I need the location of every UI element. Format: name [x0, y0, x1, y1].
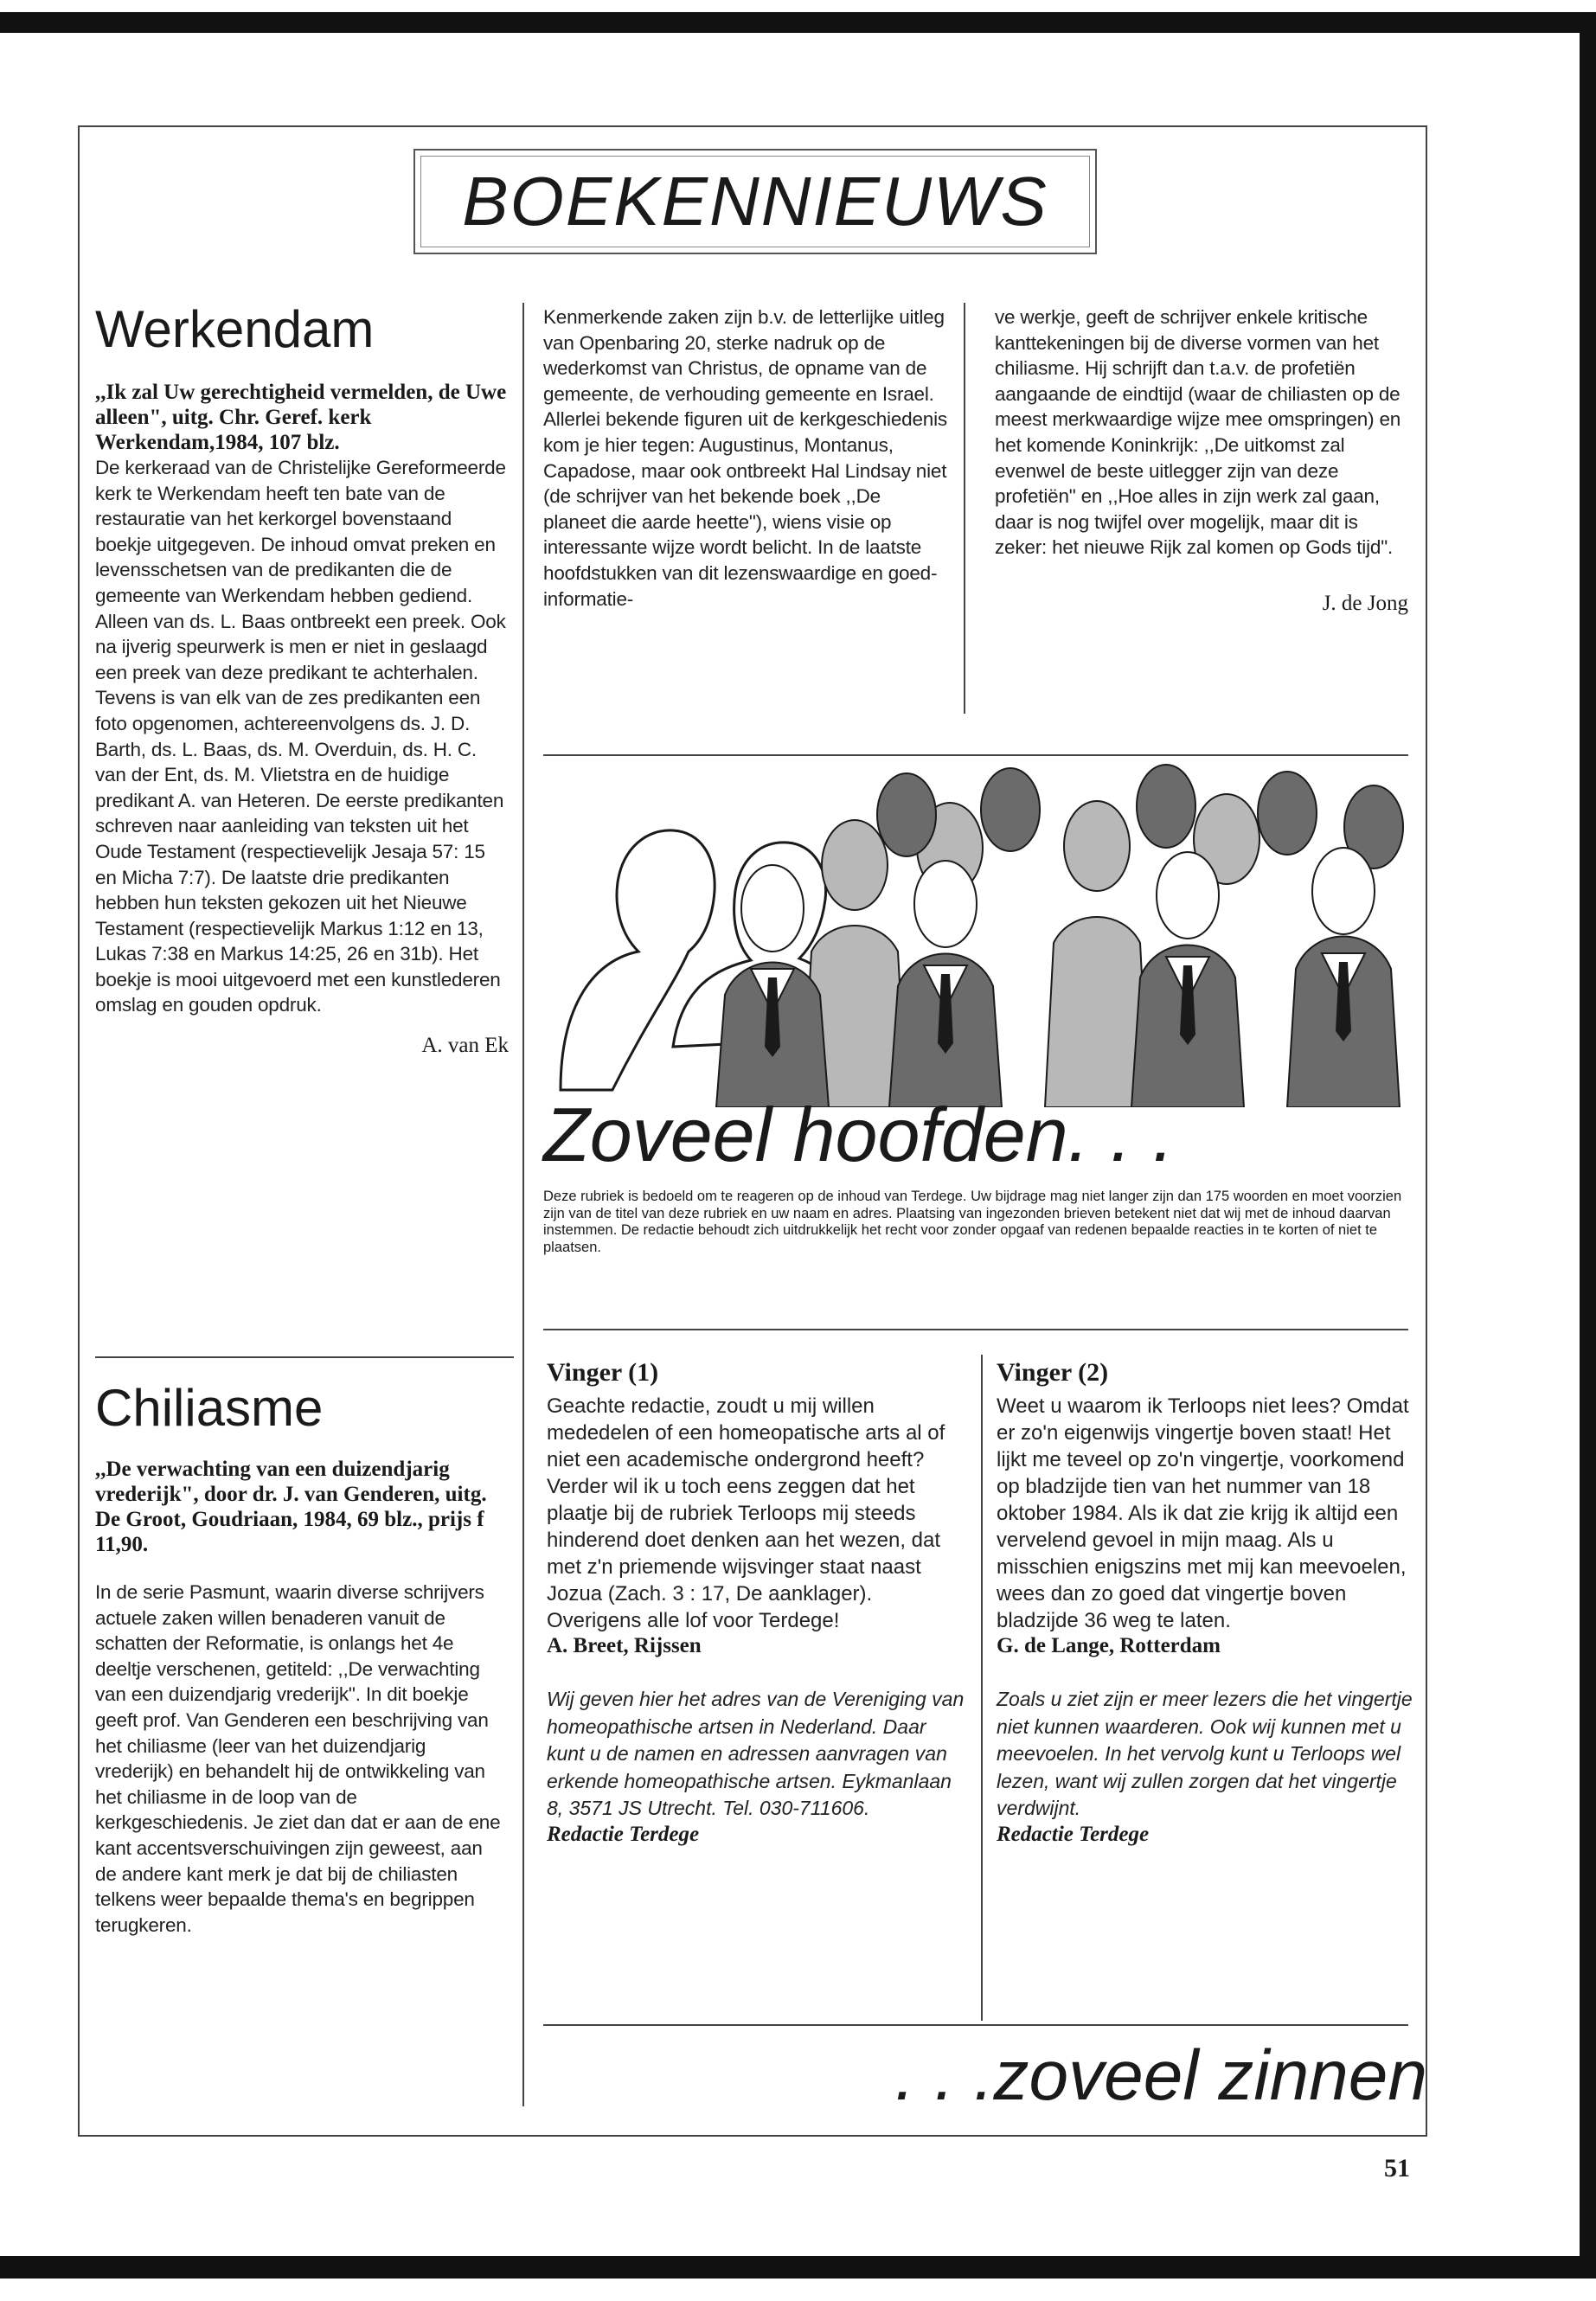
figure-outline-1	[561, 830, 715, 1090]
rubriek-notice: Deze rubriek is bedoeld om te reageren op de inhoud van Terdege. Uw bijdrage mag niet langer zijn dan 175 woorden en moet voorzien zijn van de titel van deze rubriek en uw naam en adres. Plaatsing van ingezonden brieven betekent niet dat wij met de inhoud daarvan instemmen. De redactie behoudt zich uitdrukkelijk het recht voor zonder opgaaf van redenen bepaalde reacties in te korten of niet te plaatsen.	[543, 1189, 1402, 1255]
chiliasme-col3	[995, 304, 1408, 616]
werkendam-book-ref: ,,Ik zal Uw gerechtigheid vermelden, de Uwe alleen", uitg. Chr. Geref. kerk Werkendam,1984, 107 blz.	[95, 381, 507, 454]
chiliasme-body-col2: Kenmerkende zaken zijn b.v. de letterlijke uitleg van Openbaring 20, sterke nadruk op de wederkomst van Christus, de opname van de gemeente, de verhouding gemeente en Israel. Allerlei bekende figuren uit de kerkgeschiedenis kom je hier tegen: Augustinus, Montanus, Capadose, maar ook ontbreekt Hal Lindsay niet (de schrijver van het bekende boek ,,De planeet die aarde heette"), wiens visie op interessante wijze wordt belicht. In de laatste hoofdstukken van dit lezenswaardige en goed-informatie-	[543, 306, 947, 610]
chiliasme-book-ref: ,,De verwachting van een duizendjarig vrederijk", door dr. J. van Genderen, uitg. De Groot, Goudriaan, 1984, 69 blz., prijs f 11,90.	[95, 1458, 487, 1556]
chiliasme-signature: J. de Jong	[1322, 591, 1408, 615]
head-dark-1	[877, 773, 936, 856]
divider-top-right	[543, 754, 1408, 756]
vinger1-signature: A. Breet, Rijssen	[547, 1634, 702, 1657]
vinger1-reply-signature: Redactie Terdege	[547, 1822, 700, 1846]
column-rule-3	[981, 1355, 983, 2021]
head-dark-2	[981, 768, 1040, 851]
vinger2-signature: G. de Lange, Rotterdam	[997, 1634, 1221, 1657]
vinger2-letter	[997, 1358, 1417, 1847]
right-scan-bar	[1580, 33, 1596, 2256]
head-dark-4	[1258, 772, 1317, 855]
vinger2-reply-signature: Redactie Terdege	[997, 1822, 1150, 1846]
vinger1-heading: Vinger (1)	[547, 1358, 659, 1387]
bottom-scan-bar	[0, 2256, 1596, 2279]
section-title: BOEKENNIEUWS	[462, 163, 1048, 240]
zoveel-hoofden-title: Zoveel hoofden. . .	[543, 1092, 1174, 1177]
vinger1-body: Geachte redactie, zoudt u mij willen mededelen of een homeopatische arts al of niet een academische ondergrond heeft? Verder wil ik u toch eens zeggen dat het plaatje bij de rubriek Terloops mij steeds hinderend doet denken aan het wezen, dat met z'n priemende wijsvinger staat naast Jozua (Zach. 3 : 17, De aanklager). Overigens alle lof voor Terdege!	[547, 1394, 945, 1632]
top-scan-bar	[0, 12, 1596, 33]
werkendam-body: De kerkeraad van de Christelijke Gereformeerde kerk te Werkendam heeft ten bate van de restauratie van het kerkorgel bovenstaand boekje uitgegeven. De inhoud omvat preken en levensschetsen van de predikanten die de gemeente van Werkendam hebben gediend. Alleen van ds. L. Baas ontbreekt een preek. Ook na ijverig speurwerk is men er niet in geslaagd een preek van deze predikant te achterhalen. Tevens is van elk van de zes predikanten een foto opgenomen, achtereenvolgens ds. J. D. Barth, ds. L. Baas, ds. M. Overduin, ds. H. C. van der Ent, ds. M. Vlietstra en de huidige predikant A. van Heteren. De eerste predikanten schreven naar aanleiding van teksten uit het Oude Testament (respectievelijk Jesaja 57: 15 en Micha 7:7). De laatste drie predikanten hebben hun teksten gekozen uit het Nieuwe Testament (respectievelijk Markus 1:12 en 13, Lukas 7:38 en Markus 14:25, 26 en 31b). Het boekje is mooi uitgevoerd met een kunstlederen omslag en gouden opdruk.	[95, 457, 506, 1016]
vinger2-heading: Vinger (2)	[997, 1358, 1109, 1387]
zoveel-zinnen-footer: . . .zoveel zinnen	[894, 2036, 1427, 2115]
section-title-box	[413, 149, 1097, 254]
head-light-3	[1064, 801, 1130, 891]
vinger1-reply: Wij geven hier het adres van de Vereniging van homeopathische artsen in Nederland. Daar kunt u de namen en adressen aanvragen van erkende homeopathische artsen. Eykmanlaan 8, 3571 JS Utrecht. Tel. 030-711606.	[547, 1688, 965, 1819]
page-number: 51	[1384, 2154, 1410, 2182]
head-dark-3	[1137, 765, 1195, 848]
werkendam-article	[95, 298, 509, 1058]
divider-left	[95, 1356, 514, 1358]
face-front-3	[1157, 852, 1219, 939]
chiliasme-article	[95, 1377, 509, 1938]
face-front-2	[914, 861, 977, 947]
column-rule-1	[522, 303, 524, 2106]
head-light-1	[822, 820, 888, 910]
face-front-1	[741, 865, 804, 952]
divider-middle-right	[543, 1329, 1408, 1330]
vinger1-letter	[547, 1358, 967, 1847]
vinger2-reply: Zoals u ziet zijn er meer lezers die het vingertje niet kunnen waarderen. Ook wij kunnen met u meevoelen. In het vervolg kunt u Terloops wel lezen, want wij zullen zorgen dat het vingertje verdwijnt.	[997, 1688, 1413, 1819]
chiliasme-heading: Chiliasme	[95, 1379, 324, 1437]
divider-bottom-right	[543, 2024, 1408, 2026]
chiliasme-body-col3: ve werkje, geeft de schrijver enkele kritische kanttekeningen bij de diverse vormen van het chiliasme. Hij schrijft dan t.a.v. de profetiën aangaande de eindtijd (waar de chiliasten op de meest merkwaardige wijze mee omspringen) en het komende Koninkrijk: ,,De uitkomst zal evenwel de beste uitlegger zijn van deze profetiën" en ,,Hoe alles in zijn werk zal gaan, daar is nog twijfel over mogelijk, maar dit is zeker: het nieuwe Rijk zal komen op Gods tijd".	[995, 306, 1401, 559]
werkendam-heading: Werkendam	[95, 300, 375, 358]
chiliasme-body-col1: In de serie Pasmunt, waarin diverse schrijvers actuele zaken willen benaderen vanuit de schatten der Reformatie, is onlangs het 4e deeltje verschenen, getiteld: ,,De verwachting van een duizendjarig vrederijk". In dit boekje geeft prof. Van Genderen een beschrijving van het chiliasme (leer van het duizendjarig vrederijk) en behandelt hij de ontwikkeling van het chiliasme in de loop van de kerkgeschiedenis. Je ziet dan dat er aan de ene kant accentsverschuivingen zijn geweest, aan de andere kant merk je dat bij de chiliasten telkens weer bepaalde thema's en begrippen terugkeren.	[95, 1581, 501, 1936]
werkendam-signature: A. van Ek	[421, 1034, 509, 1058]
chiliasme-col2	[543, 304, 948, 612]
crowd-illustration	[543, 761, 1426, 1107]
face-front-4	[1312, 848, 1375, 934]
column-rule-2	[964, 303, 965, 714]
vinger2-body: Weet u waarom ik Terloops niet lees? Omdat er zo'n eigenwijs vingertje boven staat! Het lijkt me teveel op zo'n vingertje, voorkomend op bladzijde tien van het nummer van 18 oktober 1984. Als ik dat zie krijg ik altijd een vervelend gevoel in mijn maag. Als u misschien enigszins met mij kan meevoelen, wees dan zo goed dat vingertje boven bladzijde 36 weg te laten.	[997, 1394, 1409, 1632]
